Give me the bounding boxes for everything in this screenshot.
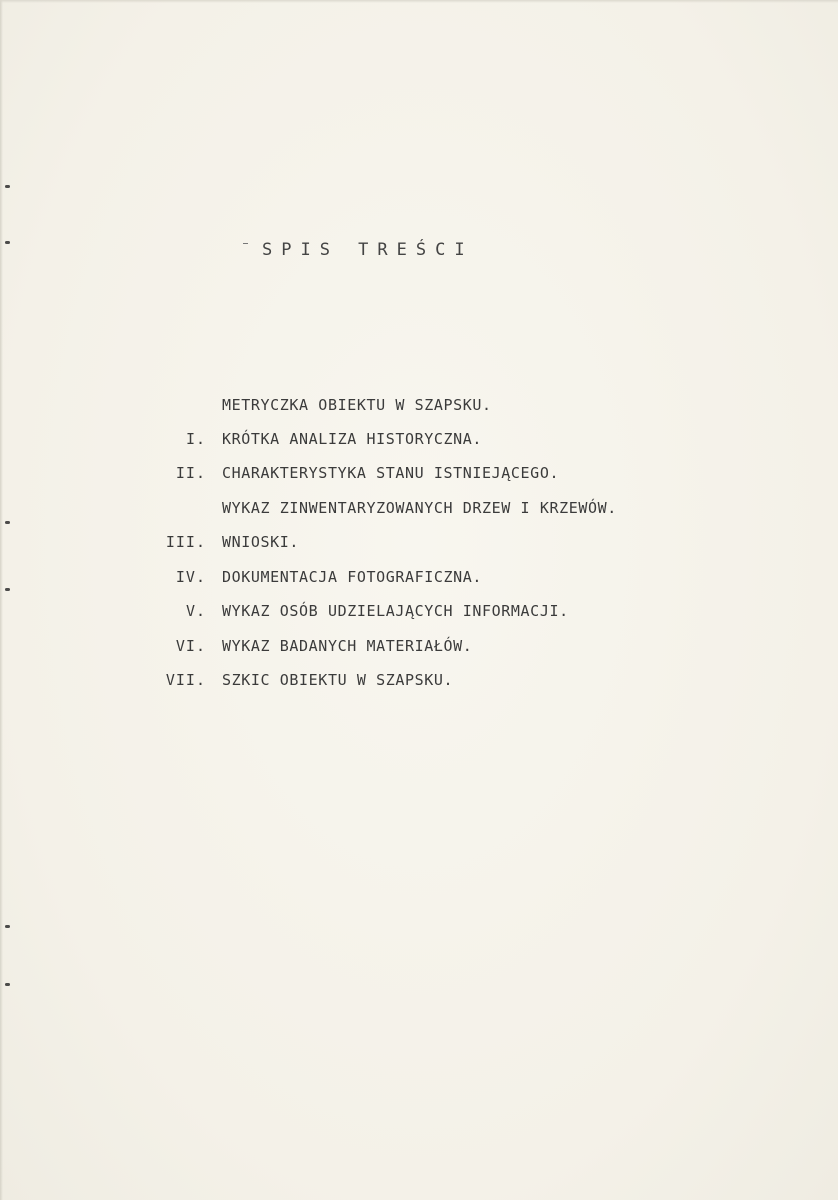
- toc-entry-text: WNIOSKI.: [222, 533, 300, 551]
- toc-entry-number: II.: [175, 464, 206, 482]
- punch-mark: [5, 925, 10, 928]
- toc-entry-text: WYKAZ OSÓB UDZIELAJĄCYCH INFORMACJI.: [222, 602, 569, 620]
- toc-entry: [0, 668, 838, 692]
- toc-entry-number: VII.: [165, 671, 206, 689]
- toc-entry-text: WYKAZ ZINWENTARYZOWANYCH DRZEW I KRZEWÓW.: [222, 499, 617, 517]
- page-title: SPIS TREŚCI: [262, 240, 474, 260]
- punch-mark: [5, 241, 10, 244]
- page-edge-top: [0, 0, 838, 3]
- toc-entry-number: IV.: [175, 568, 206, 586]
- toc-entry: [0, 393, 838, 417]
- title-mark: [243, 243, 248, 244]
- toc-entry-text: WYKAZ BADANYCH MATERIAŁÓW.: [222, 637, 473, 655]
- toc-entry: [0, 461, 838, 485]
- toc-entry-text: SZKIC OBIEKTU W SZAPSKU.: [222, 671, 454, 689]
- toc-entry-text: METRYCZKA OBIEKTU W SZAPSKU.: [222, 396, 492, 414]
- toc-entry: [0, 496, 838, 520]
- toc-entry: [0, 565, 838, 589]
- punch-mark: [5, 185, 10, 188]
- toc-entry: [0, 634, 838, 658]
- toc-entry-number: III.: [165, 533, 206, 551]
- punch-mark: [5, 983, 10, 986]
- toc-entry: [0, 427, 838, 451]
- toc-entry-number: I.: [185, 430, 206, 448]
- toc-entry: [0, 599, 838, 623]
- toc-entry-text: KRÓTKA ANALIZA HISTORYCZNA.: [222, 430, 483, 448]
- punch-mark: [5, 521, 10, 524]
- toc-entry: [0, 530, 838, 554]
- toc-entry-number: VI.: [175, 637, 206, 655]
- toc-entry-text: CHARAKTERYSTYKA STANU ISTNIEJĄCEGO.: [222, 464, 560, 482]
- toc-entry-number: V.: [185, 602, 206, 620]
- toc-entry-text: DOKUMENTACJA FOTOGRAFICZNA.: [222, 568, 483, 586]
